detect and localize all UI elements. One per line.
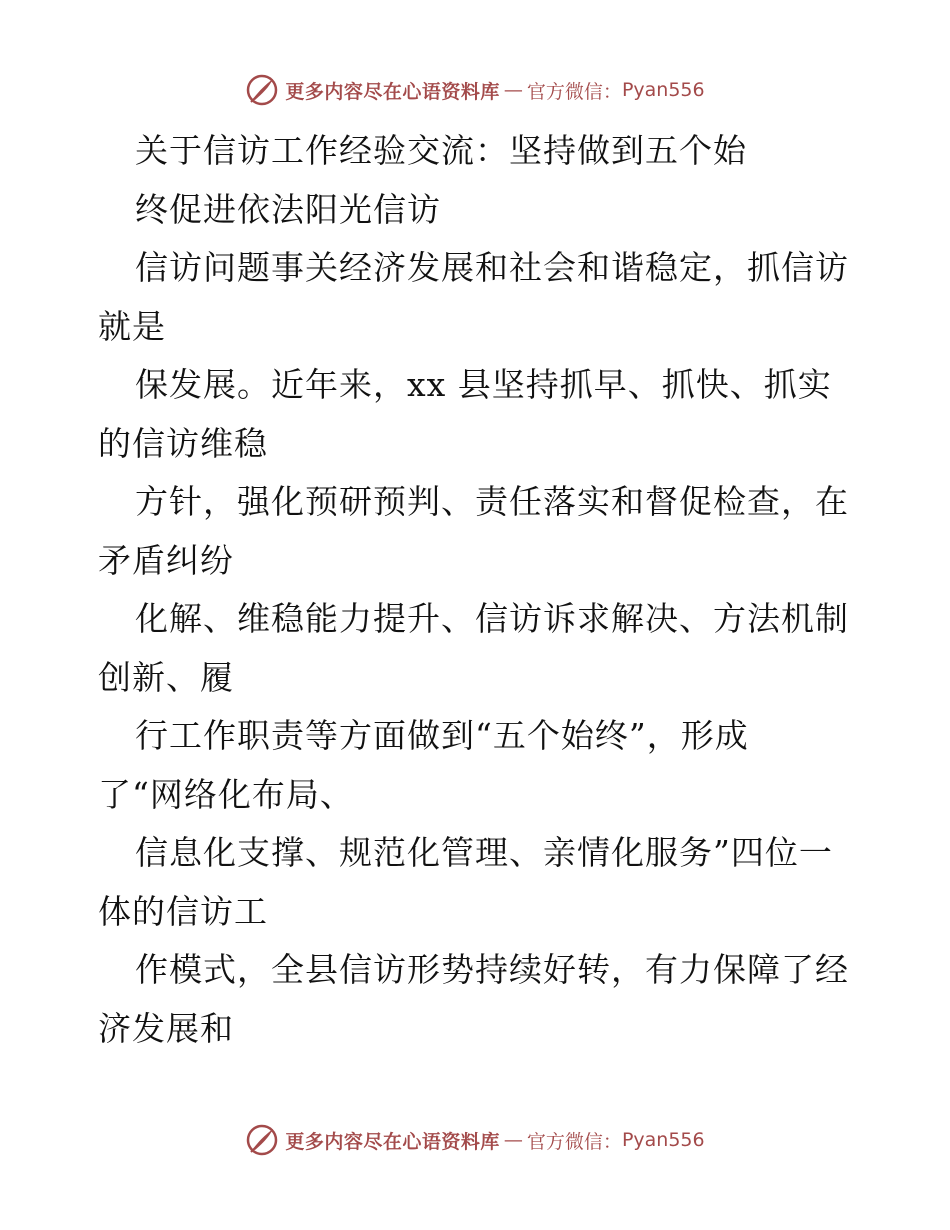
watermark-separator: — — [503, 1129, 523, 1151]
paragraph-line: 方针，强化预研预判、责任落实和督促检查，在 — [135, 482, 849, 521]
paragraph-line: 保发展。近年来，xx 县坚持抓早、抓快、抓实 — [135, 365, 832, 404]
paragraph-line: 信息化支撑、规范化管理、亲情化服务”四位一 — [135, 833, 833, 872]
paragraph-line: 济发展和 — [98, 1008, 234, 1048]
footer-watermark — [0, 1120, 950, 1160]
watermark-wechat-label: 官方微信： — [526, 1130, 622, 1153]
watermark-wechat-id: Pyan556 — [621, 1129, 705, 1151]
paragraph-line: 行工作职责等方面做到“五个始终”，形成 — [135, 716, 749, 755]
paragraph-line: 的信访维稳 — [98, 423, 268, 463]
quill-logo-icon — [245, 73, 279, 107]
watermark-wechat-id: Pyan556 — [621, 79, 705, 101]
header-watermark — [0, 70, 950, 110]
paragraph-line: 矛盾纠纷 — [98, 540, 234, 580]
document-title-line: 终促进依法阳光信访 — [135, 189, 441, 229]
watermark-separator: — — [503, 79, 523, 101]
paragraph-line: 作模式，全县信访形势持续好转，有力保障了经 — [135, 950, 849, 989]
paragraph-line: 化解、维稳能力提升、信访诉求解决、方法机制 — [135, 599, 849, 638]
paragraph-line: 就是 — [98, 306, 166, 346]
document-title-line: 关于信访工作经验交流：坚持做到五个始 — [135, 131, 747, 170]
paragraph-line: 体的信访工 — [98, 891, 268, 931]
paragraph-line: 创新、履 — [98, 657, 234, 697]
document-body — [98, 122, 868, 1058]
paragraph-line: 了“网络化布局、 — [98, 774, 354, 814]
quill-logo-icon — [245, 1123, 279, 1157]
watermark-wechat-label: 官方微信： — [526, 80, 622, 103]
paragraph-line: 信访问题事关经济发展和社会和谐稳定，抓信访 — [135, 248, 849, 287]
watermark-site-text: 更多内容尽在心语资料库 — [285, 80, 500, 103]
watermark-site-text: 更多内容尽在心语资料库 — [285, 1130, 500, 1153]
